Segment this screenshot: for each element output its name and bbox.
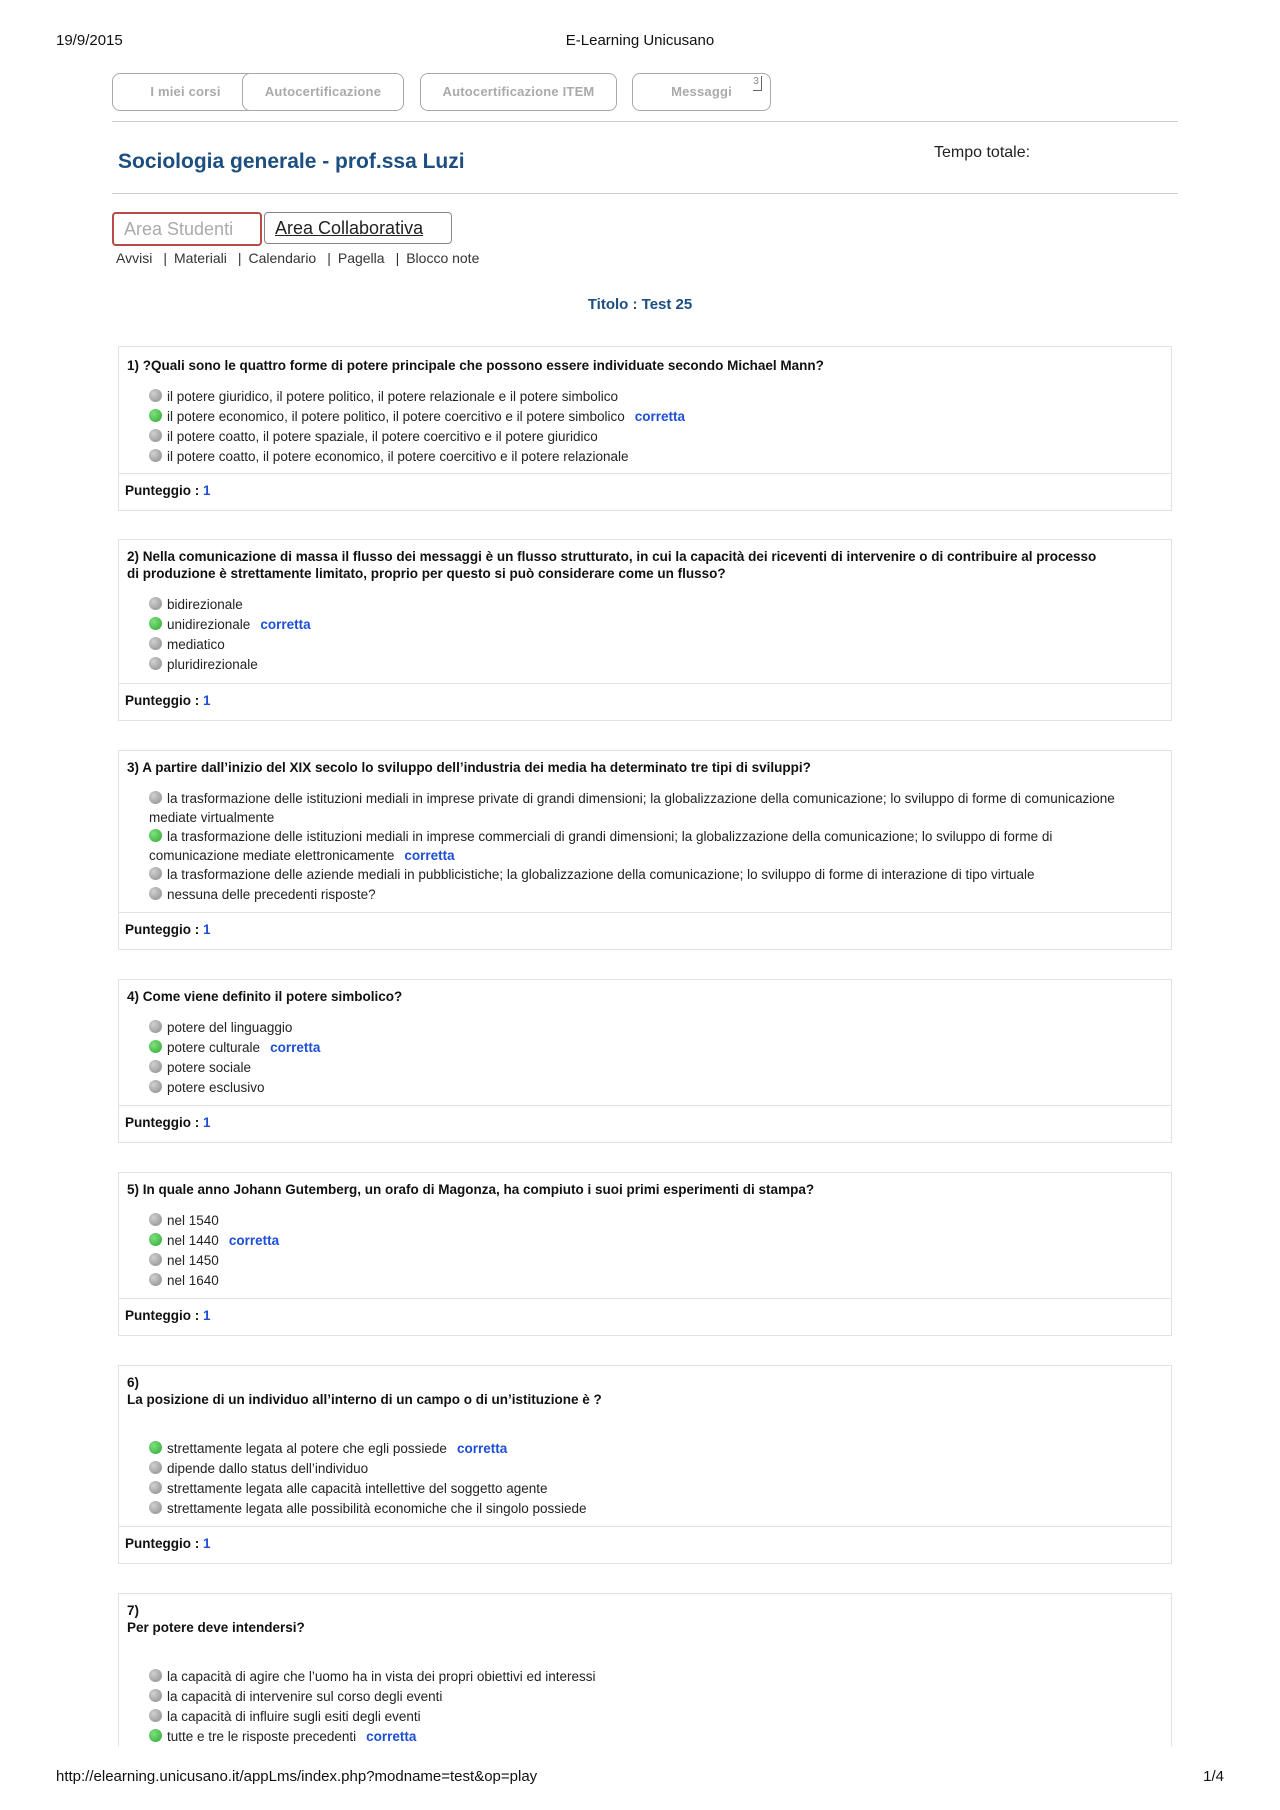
divider [112, 193, 1178, 194]
question-card [118, 346, 1172, 511]
score-value: 1 [203, 1115, 211, 1130]
score-label: Punteggio : [125, 693, 200, 708]
subnav-avvisi-link[interactable]: Avvisi [116, 250, 153, 266]
answer-text: strettamente legata al potere che egli possiede [167, 1441, 447, 1456]
answer-text: potere sociale [167, 1060, 252, 1075]
radio-gray-icon [149, 637, 162, 650]
correct-label: corretta [456, 1441, 508, 1456]
answer-text: potere culturale [167, 1040, 261, 1055]
answer-option [149, 1479, 1141, 1498]
answer-option [149, 1667, 1141, 1686]
radio-gray-icon [149, 429, 162, 442]
answer-text: il potere giuridico, il potere politico, il potere relazionale e il potere simbolico [167, 389, 618, 404]
question-card [118, 1365, 1172, 1564]
answer-option [149, 1038, 1141, 1057]
answer-option [149, 447, 1141, 466]
subnav-separator: | [327, 250, 331, 266]
score-value: 1 [203, 922, 211, 937]
radio-gray-icon [149, 1020, 162, 1033]
answer-text: il potere economico, il potere politico, il potere coercitivo e il potere simbolico [167, 409, 625, 424]
question-number: 7) [127, 1603, 140, 1618]
answer-option [149, 1078, 1141, 1097]
answer-text: nel 1440 [167, 1233, 219, 1248]
answer-text: mediatico [167, 637, 225, 652]
answer-text: nel 1640 [167, 1273, 219, 1288]
question-card [118, 979, 1172, 1143]
subnav-separator: | [395, 250, 400, 266]
answer-text: la capacità di influire sugli esiti degli eventi [167, 1709, 421, 1724]
subnav-separator: | [163, 250, 167, 266]
answer-option [149, 387, 1141, 406]
answer-text: tutte e tre le risposte precedenti [167, 1729, 357, 1744]
subnav-calendario-link[interactable]: Calendario [248, 250, 317, 266]
subnav-blocco-note-link[interactable]: Blocco note [406, 250, 480, 266]
print-date: 19/9/2015 [56, 32, 123, 49]
score-label: Punteggio : [125, 483, 200, 498]
answer-option [149, 827, 1141, 865]
answer-text: unidirezionale [167, 617, 251, 632]
radio-gray-icon [149, 597, 162, 610]
score-value: 1 [203, 483, 211, 498]
nav-self-certification-item-button[interactable]: Autocertificazione ITEM [420, 73, 617, 111]
answer-text: strettamente legata alle capacità intellettive del soggetto agente [167, 1481, 548, 1496]
score-row [119, 1526, 1171, 1563]
radio-gray-icon [149, 449, 162, 462]
correct-label: corretta [228, 1233, 280, 1248]
score-label: Punteggio : [125, 922, 200, 937]
correct-label: corretta [366, 1729, 417, 1744]
radio-gray-icon [149, 1461, 162, 1474]
answer-option [149, 1499, 1141, 1518]
answer-option [149, 1459, 1141, 1478]
answer-text: pluridirezionale [167, 657, 258, 672]
answer-option [149, 655, 1141, 674]
radio-gray-icon [149, 1273, 162, 1286]
print-page-number: 1/4 [1203, 1768, 1224, 1785]
question-text: Per potere deve intendersi? [127, 1620, 305, 1635]
total-time-label: Tempo totale: [934, 144, 1031, 161]
answer-text: la trasformazione delle aziende mediali in pubblicistiche; la globalizzazione della comunicazione; lo sviluppo di forme di interazione di tipo virtuale [167, 867, 1035, 882]
answer-text: potere del linguaggio [167, 1020, 293, 1035]
answer-option [149, 1687, 1141, 1706]
answer-text: il potere coatto, il potere economico, il potere coercitivo e il potere relazionale [167, 449, 629, 464]
radio-gray-icon [149, 1689, 162, 1702]
top-nav [112, 73, 1176, 113]
score-label: Punteggio : [125, 1308, 200, 1323]
answer-text: bidirezionale [167, 597, 243, 612]
score-value: 1 [203, 693, 211, 708]
answer-option [149, 1018, 1141, 1037]
radio-gray-icon [149, 1669, 162, 1682]
divider [112, 121, 1178, 122]
answer-option [149, 635, 1141, 654]
radio-green-icon [149, 1441, 162, 1454]
answer-option [149, 1271, 1141, 1290]
answer-option [149, 1439, 1141, 1458]
radio-gray-icon [149, 1080, 162, 1093]
print-page-title: E-Learning Unicusano [565, 32, 715, 49]
score-row [119, 1105, 1171, 1142]
answer-text: strettamente legata alle possibilità economiche che il singolo possiede [167, 1501, 587, 1516]
radio-gray-icon [149, 791, 162, 804]
answer-text: potere esclusivo [167, 1080, 265, 1095]
score-label: Punteggio : [125, 1536, 200, 1551]
question-card [118, 1172, 1172, 1336]
score-value: 1 [203, 1308, 211, 1323]
answer-option [149, 1727, 1141, 1746]
correct-label: corretta [260, 617, 311, 632]
question-text: La posizione di un individuo all’interno di un campo o di un’istituzione è ? [127, 1392, 602, 1407]
test-title: Titolo : Test 25 [587, 296, 693, 313]
answer-text: nessuna delle precedenti risposte? [167, 887, 376, 902]
print-url: http://elearning.unicusano.it/appLms/index.php?modname=test&op=play [56, 1768, 538, 1785]
radio-gray-icon [149, 867, 162, 880]
question-text: 2) Nella comunicazione di massa il flusso dei messaggi è un flusso strutturato, in cui la capacità dei riceventi di intervenire o di contribuire al processo di produzione è strettamente limitato, proprio per questo si può considerare come un flusso? [127, 549, 1097, 581]
radio-gray-icon [149, 657, 162, 670]
question-text: 1) ?Quali sono le quattro forme di potere principale che possono essere individuate secondo Michael Mann? [127, 358, 824, 373]
radio-gray-icon [149, 1253, 162, 1266]
answer-option [149, 615, 1141, 634]
answer-text: la capacità di intervenire sul corso degli eventi [167, 1689, 443, 1704]
score-row [119, 473, 1171, 510]
radio-green-icon [149, 409, 162, 422]
course-title: Sociologia generale - prof.ssa Luzi [118, 150, 465, 173]
answer-option [149, 865, 1141, 884]
answer-text: dipende dallo status dell’individuo [167, 1461, 369, 1476]
radio-gray-icon [149, 1481, 162, 1494]
answer-text: la trasformazione delle istituzioni mediali in imprese commerciali di grandi dimensioni; la globalizzazione della comunicazione; lo sviluppo di forme di comunicazione mediate elettronicamente [149, 829, 1053, 863]
correct-label: corretta [270, 1040, 321, 1055]
radio-green-icon [149, 617, 162, 630]
print-footer [56, 1768, 1224, 1788]
answer-option [149, 595, 1141, 614]
answer-option [149, 1211, 1141, 1230]
answer-text: nel 1540 [167, 1213, 219, 1228]
score-value: 1 [203, 1536, 211, 1551]
radio-gray-icon [149, 887, 162, 900]
subnav-pagella-link[interactable]: Pagella [337, 250, 385, 266]
question-card [118, 1593, 1172, 1746]
answer-option [149, 1707, 1141, 1726]
question-text: 3) A partire dall’inizio del XIX secolo lo sviluppo dell’industria dei media ha determinato tre tipi di sviluppi? [127, 760, 811, 775]
answer-option [149, 885, 1141, 904]
radio-green-icon [149, 1040, 162, 1053]
answer-option [149, 1058, 1141, 1077]
radio-gray-icon [149, 1060, 162, 1073]
correct-label: corretta [634, 409, 686, 424]
score-row [119, 683, 1171, 720]
question-number: 6) [127, 1375, 140, 1390]
messages-count-badge: 3 [753, 76, 762, 91]
question-text: 5) In quale anno Johann Gutemberg, un orafo di Magonza, ha compiuto i suoi primi esperimenti di stampa? [127, 1182, 815, 1197]
correct-label: corretta [404, 848, 455, 863]
nav-my-courses-button[interactable]: I miei corsi [112, 73, 259, 111]
subnav-materiali-link[interactable]: Materiali [173, 250, 227, 266]
answer-text: nel 1450 [167, 1253, 219, 1268]
radio-gray-icon [149, 389, 162, 402]
answer-text: la capacità di agire che l’uomo ha in vista dei propri obiettivi ed interessi [167, 1669, 596, 1684]
answer-option [149, 427, 1141, 446]
answer-option [149, 1251, 1141, 1270]
nav-messages-label: Messaggi [671, 84, 732, 99]
question-text: 4) Come viene definito il potere simbolico? [127, 989, 403, 1004]
score-label: Punteggio : [125, 1115, 200, 1130]
sub-nav [116, 250, 481, 266]
radio-gray-icon [149, 1501, 162, 1514]
print-header [56, 32, 1224, 52]
nav-messages-button[interactable] [632, 73, 771, 111]
question-card [118, 750, 1172, 950]
score-row [119, 912, 1171, 949]
radio-gray-icon [149, 1213, 162, 1226]
radio-gray-icon [149, 1709, 162, 1722]
answer-option [149, 1231, 1141, 1250]
answer-option [149, 789, 1141, 827]
subnav-separator: | [237, 250, 242, 266]
answer-option [149, 407, 1141, 426]
answer-text: la trasformazione delle istituzioni mediali in imprese private di grandi dimensioni; la globalizzazione della comunicazione; lo sviluppo di forme di comunicazione mediate virtualmente [149, 791, 1115, 825]
radio-green-icon [149, 829, 162, 842]
radio-green-icon [149, 1729, 162, 1742]
question-card [118, 539, 1172, 721]
nav-self-certification-button[interactable]: Autocertificazione [242, 73, 404, 111]
answer-text: il potere coatto, il potere spaziale, il potere coercitivo e il potere giuridico [167, 429, 598, 444]
score-row [119, 1298, 1171, 1335]
tab-area-students[interactable]: Area Studenti [112, 212, 262, 246]
tab-area-collaborative[interactable]: Area Collaborativa [264, 212, 452, 244]
radio-green-icon [149, 1233, 162, 1246]
